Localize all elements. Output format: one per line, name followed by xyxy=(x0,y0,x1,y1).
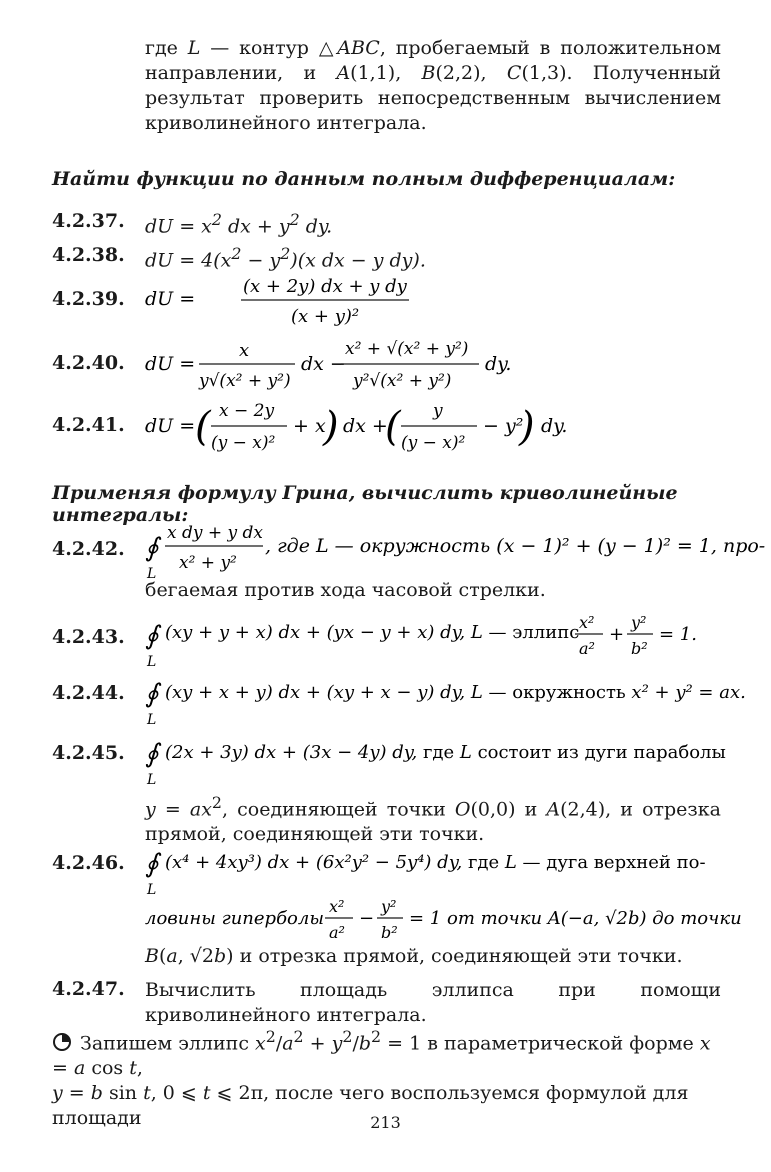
svg-text:): ) xyxy=(519,404,535,450)
hyperbola-formula xyxy=(145,892,742,948)
svg-text:(: ( xyxy=(195,404,211,450)
svg-text:(: ( xyxy=(385,404,401,450)
svg-text:= 1.: = 1. xyxy=(659,624,697,645)
section-title-green: Применяя формулу Грина, вычислить криволинейные интегралы: xyxy=(52,482,678,526)
svg-text:L: L xyxy=(147,654,157,670)
svg-text:y²: y² xyxy=(631,613,647,632)
section-title-differentials: Найти функции по данным полным дифференциалам: xyxy=(52,168,676,190)
problem-number: 4.2.37. xyxy=(52,210,125,232)
svg-text:(x + y)²: (x + y)² xyxy=(291,306,360,327)
svg-text:dy.: dy. xyxy=(541,415,568,437)
integral-formula xyxy=(145,518,766,582)
svg-text:− y²: − y² xyxy=(483,415,524,437)
svg-text:dx −: dx − xyxy=(301,353,346,375)
svg-text:+ x: + x xyxy=(293,415,326,437)
problem-number: 4.2.44. xyxy=(52,682,125,704)
svg-text:(xy + x + y) dx + (xy + x − y): (xy + x + y) dx + (xy + x − y) dy, L — окружность x² + y² = ax. xyxy=(165,682,746,703)
page-number: 213 xyxy=(370,1113,401,1132)
svg-text:L: L xyxy=(147,712,157,728)
svg-text:= 1 от точки A(−a, √2b) до точ: = 1 от точки A(−a, √2b) до точки xyxy=(409,908,742,929)
svg-text:y: y xyxy=(433,401,443,421)
problem-number: 4.2.43. xyxy=(52,626,125,648)
svg-text:x²: x² xyxy=(579,613,595,632)
problem-expression xyxy=(145,396,605,463)
problem-number: 4.2.47. xyxy=(52,978,125,1000)
problem-expression xyxy=(145,608,725,675)
problem-number: 4.2.41. xyxy=(52,414,125,436)
svg-text:b²: b² xyxy=(381,923,398,942)
svg-text:x dy + y dx: x dy + y dx xyxy=(167,523,264,543)
svg-text:(x⁴ + 4xy³) dx + (6x²y² − 5y⁴): (x⁴ + 4xy³) dx + (6x²y² − 5y⁴) dy, где L — дуга верхней по- xyxy=(165,852,706,873)
svg-text:, где L — окружность (x − 1)²: , где L — окружность (x − 1)² + (y − 1)² = 1, про- xyxy=(265,535,766,557)
svg-text:y√(x² + y²): y√(x² + y²) xyxy=(199,371,291,391)
intro-paragraph: где L — контур △ABC, пробегаемый в положительном направлении, и A(1,1), B(2,2), C(1,3). Полученный результат проверить непосредственным вычислением криволинейного интеграла. xyxy=(145,37,721,134)
solution-start-icon xyxy=(52,1032,72,1052)
problem-text: Вычислить площадь эллипса при помощи криволинейного интеграла. xyxy=(145,979,721,1026)
svg-text:(xy + y + x) dx + (yx − y + x): (xy + y + x) dx + (yx − y + x) dy, L — эллипс xyxy=(165,622,580,643)
svg-text:x: x xyxy=(239,340,250,361)
svg-text:dU =: dU = xyxy=(145,288,196,310)
svg-text:−: − xyxy=(359,908,375,929)
svg-text:∮: ∮ xyxy=(145,849,159,879)
svg-text:∮: ∮ xyxy=(145,533,159,563)
svg-text:L: L xyxy=(147,882,157,898)
problem-expression xyxy=(145,334,525,401)
svg-text:b²: b² xyxy=(631,639,648,658)
svg-text:dU =: dU = xyxy=(145,353,196,375)
svg-text:x²: x² xyxy=(329,897,345,916)
svg-text:ловины гиперболы: ловины гиперболы xyxy=(145,908,325,929)
svg-text:a²: a² xyxy=(329,923,345,942)
problem-expression xyxy=(145,672,746,733)
problem-number: 4.2.42. xyxy=(52,538,125,560)
svg-text:(x + 2y) dx + y dy: (x + 2y) dx + y dy xyxy=(243,276,407,297)
problem-continuation: $y = ax^2$, соединяющей точки O(0,0) и A(2,4), и отрезка прямой, соединяющей эти точки. xyxy=(145,793,721,846)
svg-text:x² + √(x² + y²): x² + √(x² + y²) xyxy=(345,339,469,359)
problem-expression: dU = $4(x^2 - y^2)(x$ dx − y dy). xyxy=(145,244,426,272)
problem-continuation: бегаемая против хода часовой стрелки. xyxy=(145,579,546,601)
integral-formula xyxy=(145,608,725,670)
svg-text:L: L xyxy=(147,772,157,788)
svg-text:+: + xyxy=(609,624,625,645)
svg-text:y²√(x² + y²): y²√(x² + y²) xyxy=(353,371,452,391)
fraction-formula xyxy=(145,396,605,458)
svg-text:x − 2y: x − 2y xyxy=(219,401,275,421)
svg-text:(y − x)²: (y − x)² xyxy=(401,433,466,453)
problem-number: 4.2.38. xyxy=(52,244,125,266)
fraction-formula xyxy=(145,334,525,396)
solution-paragraph: Запишем эллипс $x^2/a^2 + y^2/b^2 = 1$ в параметрической форме x = a cos t, y = b sin t, 0 ⩽ t ⩽ 2π, после чего воспользуемся формулой для площади xyxy=(52,1027,711,1130)
problem-expression: dU = $x^2$ dx + $y^2$ dy. xyxy=(145,210,333,238)
problem-number: 4.2.40. xyxy=(52,352,125,374)
svg-text:L: L xyxy=(147,566,157,582)
problem-number: 4.2.39. xyxy=(52,288,125,310)
svg-text:dU =: dU = xyxy=(145,415,196,437)
integral-formula xyxy=(145,672,746,728)
svg-text:dy.: dy. xyxy=(485,353,512,375)
integral-formula xyxy=(145,842,725,898)
svg-text:∮: ∮ xyxy=(145,679,159,709)
problem-continuation: B(a, √2b) и отрезка прямой, соединяющей эти точки. xyxy=(145,945,683,967)
svg-text:(y − x)²: (y − x)² xyxy=(211,433,276,453)
problem-expression xyxy=(145,272,405,335)
problem-expression xyxy=(145,732,725,793)
svg-text:(2x + 3y) dx + (3x − 4y) dy, г: (2x + 3y) dx + (3x − 4y) dy, где L состоит из дуги параболы xyxy=(165,742,726,763)
svg-text:y²: y² xyxy=(381,897,397,916)
integral-formula xyxy=(145,732,725,788)
problem-expression xyxy=(145,518,766,585)
svg-text:dx +: dx + xyxy=(343,415,388,437)
svg-text:∮: ∮ xyxy=(145,739,159,769)
svg-text:∮: ∮ xyxy=(145,621,159,651)
svg-text:x² + y²: x² + y² xyxy=(179,553,237,573)
svg-text:): ) xyxy=(323,404,339,450)
svg-text:a²: a² xyxy=(579,639,595,658)
problem-number: 4.2.46. xyxy=(52,852,125,874)
fraction-formula xyxy=(145,272,405,330)
problem-number: 4.2.45. xyxy=(52,742,125,764)
